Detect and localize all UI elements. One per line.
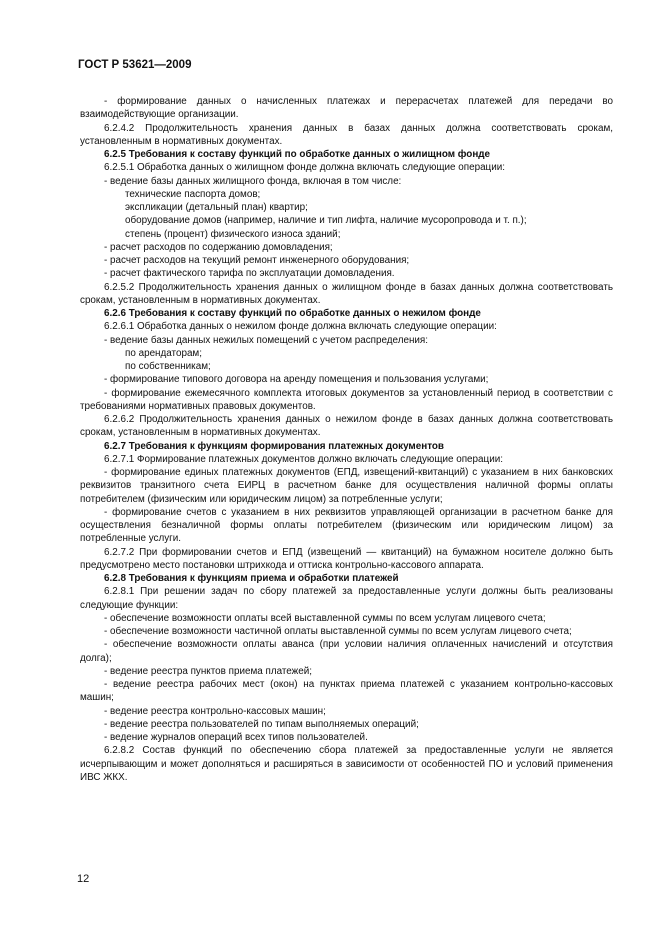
paragraph: 6.2.8.1 При решении задач по сбору платежей за предоставленные услуги должны быть реализованы следующие функции: — [80, 586, 613, 611]
paragraph: - формирование ежемесячного комплекта итоговых документов за установленный период в соответствии с требованиями нормативных правовых документов. — [80, 387, 613, 412]
paragraph: - ведение реестра пользователей по типам выполняемых операций; — [104, 718, 419, 730]
paragraph: - расчет расходов по содержанию домовладения; — [104, 241, 333, 253]
paragraph: - расчет расходов на текущий ремонт инженерного оборудования; — [104, 255, 410, 266]
paragraph: 6.2.7.1 Формирование платежных документов должно включать следующие операции: — [104, 453, 503, 465]
paragraph: - расчет фактического тарифа по эксплуатации домовладения. — [104, 268, 395, 280]
document-body — [80, 95, 613, 784]
paragraph: - ведение базы данных нежилых помещений с учетом распределения: — [104, 334, 429, 346]
section-heading: по арендаторам; — [125, 347, 202, 359]
paragraph: - ведение реестра пунктов приема платежей; — [104, 665, 313, 677]
section-heading: технические паспорта домов; — [125, 188, 261, 200]
paragraph: - формирование данных о начисленных платежах и перерасчетах платежей для передачи во взаимодействующие организации. — [80, 96, 613, 121]
section-heading: экспликации (детальный план) квартир; — [125, 202, 308, 213]
paragraph: 6.2.6.1 Обработка данных о нежилом фонде должна включать следующие операции: — [104, 321, 497, 333]
paragraph: - формирование единых платежных документов (ЕПД, извещений-квитанций) с указанием в них банковских реквизитов транзитного счета ЕИРЦ в расчетном банке для осуществления наличной формы оплаты потребителем (физическим или юридическим лицом) за потребленные услуги; — [80, 467, 613, 505]
section-heading: 6.2.5 Требования к составу функций по обработке данных о жилищном фонде — [104, 149, 491, 160]
paragraph: - формирование счетов с указанием в них реквизитов управляющей организации в расчетном банке для осуществления безналичной формы оплаты потребителем (физическим или юридическим лицом) за потребленные услуги. — [80, 506, 613, 545]
section-heading: по собственникам; — [125, 361, 211, 372]
paragraph: 6.2.5.2 Продолжительность хранения данных о жилищном фонде в базах данных должна соответствовать срокам, установленным в нормативных документах. — [80, 281, 613, 306]
paragraph: 6.2.8.2 Состав функций по обеспечению сбора платежей за предоставленные услуги не является исчерпывающим и может дополняться и расширяться в зависимости от особенностей ПО и условий применения ИВС ЖКХ. — [80, 745, 613, 783]
section-heading: оборудование домов (например, наличие и тип лифта, наличие мусоропровода и т. п.); — [125, 215, 527, 227]
page-number: 12 — [77, 873, 90, 885]
paragraph: 6.2.6.2 Продолжительность хранения данных о нежилом фонде в базах данных должна соответствовать срокам, установленным в нормативных документах. — [80, 414, 613, 439]
section-heading: 6.2.8 Требования к функциям приема и обработки платежей — [104, 573, 399, 584]
document-header: ГОСТ Р 53621—2009 — [78, 59, 192, 71]
paragraph: 6.2.7.2 При формировании счетов и ЕПД (извещений — квитанций) на бумажном носителе должно быть предусмотрено место постановки штрихкода и оттиска контрольно-кассового аппарата. — [80, 546, 613, 571]
paragraph: 6.2.5.1 Обработка данных о жилищном фонде должна включать следующие операции: — [104, 162, 505, 174]
section-heading: 6.2.7 Требования к функциям формирования платежных документов — [104, 440, 445, 452]
paragraph: - ведение журналов операций всех типов пользователей. — [104, 732, 368, 743]
paragraph: 6.2.4.2 Продолжительность хранения данных в базах данных должна соответствовать срокам, установленным в нормативных документах. — [80, 122, 613, 147]
paragraph: - ведение базы данных жилищного фонда, включая в том числе: — [104, 175, 402, 187]
paragraph: - формирование типового договора на аренду помещения и пользования услугами; — [104, 374, 489, 386]
paragraph: - ведение реестра контрольно-кассовых машин; — [104, 705, 326, 717]
paragraph: - ведение реестра рабочих мест (окон) на пунктах приема платежей с указанием контрольно-кассовых машин; — [80, 679, 613, 704]
section-heading: степень (процент) физического износа зданий; — [125, 228, 341, 240]
section-heading: 6.2.6 Требования к составу функций по обработке данных о нежилом фонде — [104, 308, 481, 319]
paragraph: - обеспечение возможности частичной оплаты выставленной суммы по всем услугам лицевого счета; — [104, 626, 572, 637]
paragraph: - обеспечение возможности оплаты всей выставленной суммы по всем услугам лицевого счета; — [104, 612, 546, 624]
paragraph: - обеспечение возможности оплаты аванса (при условии наличия оплаченных начислений и отсутствия долга); — [80, 639, 613, 664]
